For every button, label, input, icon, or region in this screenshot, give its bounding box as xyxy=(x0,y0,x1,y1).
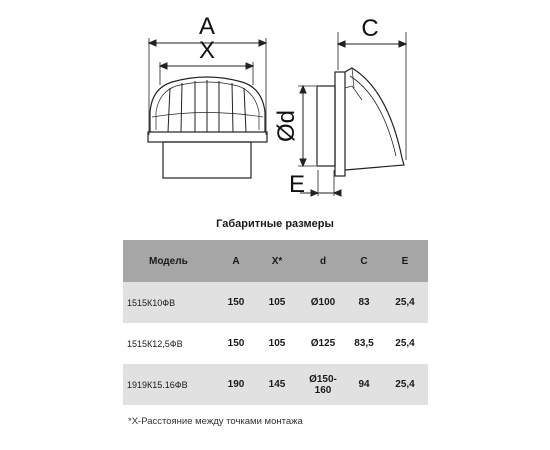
cell-x: 145 xyxy=(268,379,286,390)
cell-d: Ø125 xyxy=(310,338,336,349)
header-e: E xyxy=(401,255,409,267)
header-x: X* xyxy=(271,255,283,267)
cell-a: 190 xyxy=(227,379,245,390)
dim-e-label: E xyxy=(288,171,306,198)
cell-c: 94 xyxy=(358,379,370,390)
cell-x: 105 xyxy=(268,297,286,308)
cell-x: 105 xyxy=(268,338,286,349)
side-view-drawing xyxy=(298,32,406,196)
table-header-row xyxy=(123,240,428,282)
dim-d-label: Ød xyxy=(273,109,300,143)
cell-e: 25,4 xyxy=(395,379,415,390)
table-row xyxy=(123,323,428,364)
header-c: C xyxy=(360,255,368,267)
cell-d: Ø150- 160 xyxy=(309,373,337,396)
cell-e: 25,4 xyxy=(395,297,415,308)
technical-drawing xyxy=(0,0,550,215)
table-row xyxy=(123,364,428,405)
cell-model: 1919К15.16ФВ xyxy=(127,379,188,390)
dimensions-table xyxy=(123,240,428,405)
header-d: d xyxy=(319,255,327,267)
cell-c: 83,5 xyxy=(354,338,374,349)
cell-c: 83 xyxy=(358,297,370,308)
table-title: Габаритные размеры xyxy=(216,218,334,230)
dim-a-label: A xyxy=(198,13,216,40)
header-model: Модель xyxy=(149,255,188,267)
cell-e: 25,4 xyxy=(395,338,415,349)
cell-d: Ø100 xyxy=(310,297,336,308)
dim-x-label: X xyxy=(198,37,216,64)
dim-c-label: C xyxy=(361,15,379,42)
cell-a: 150 xyxy=(227,338,245,349)
cell-model: 1515К12,5ФВ xyxy=(127,338,183,349)
footnote: *X-Расстояние между точками монтажа xyxy=(128,416,303,427)
cell-model: 1515К10ФВ xyxy=(127,297,176,308)
cell-a: 150 xyxy=(227,297,245,308)
header-a: A xyxy=(232,255,240,267)
table-row xyxy=(123,282,428,323)
